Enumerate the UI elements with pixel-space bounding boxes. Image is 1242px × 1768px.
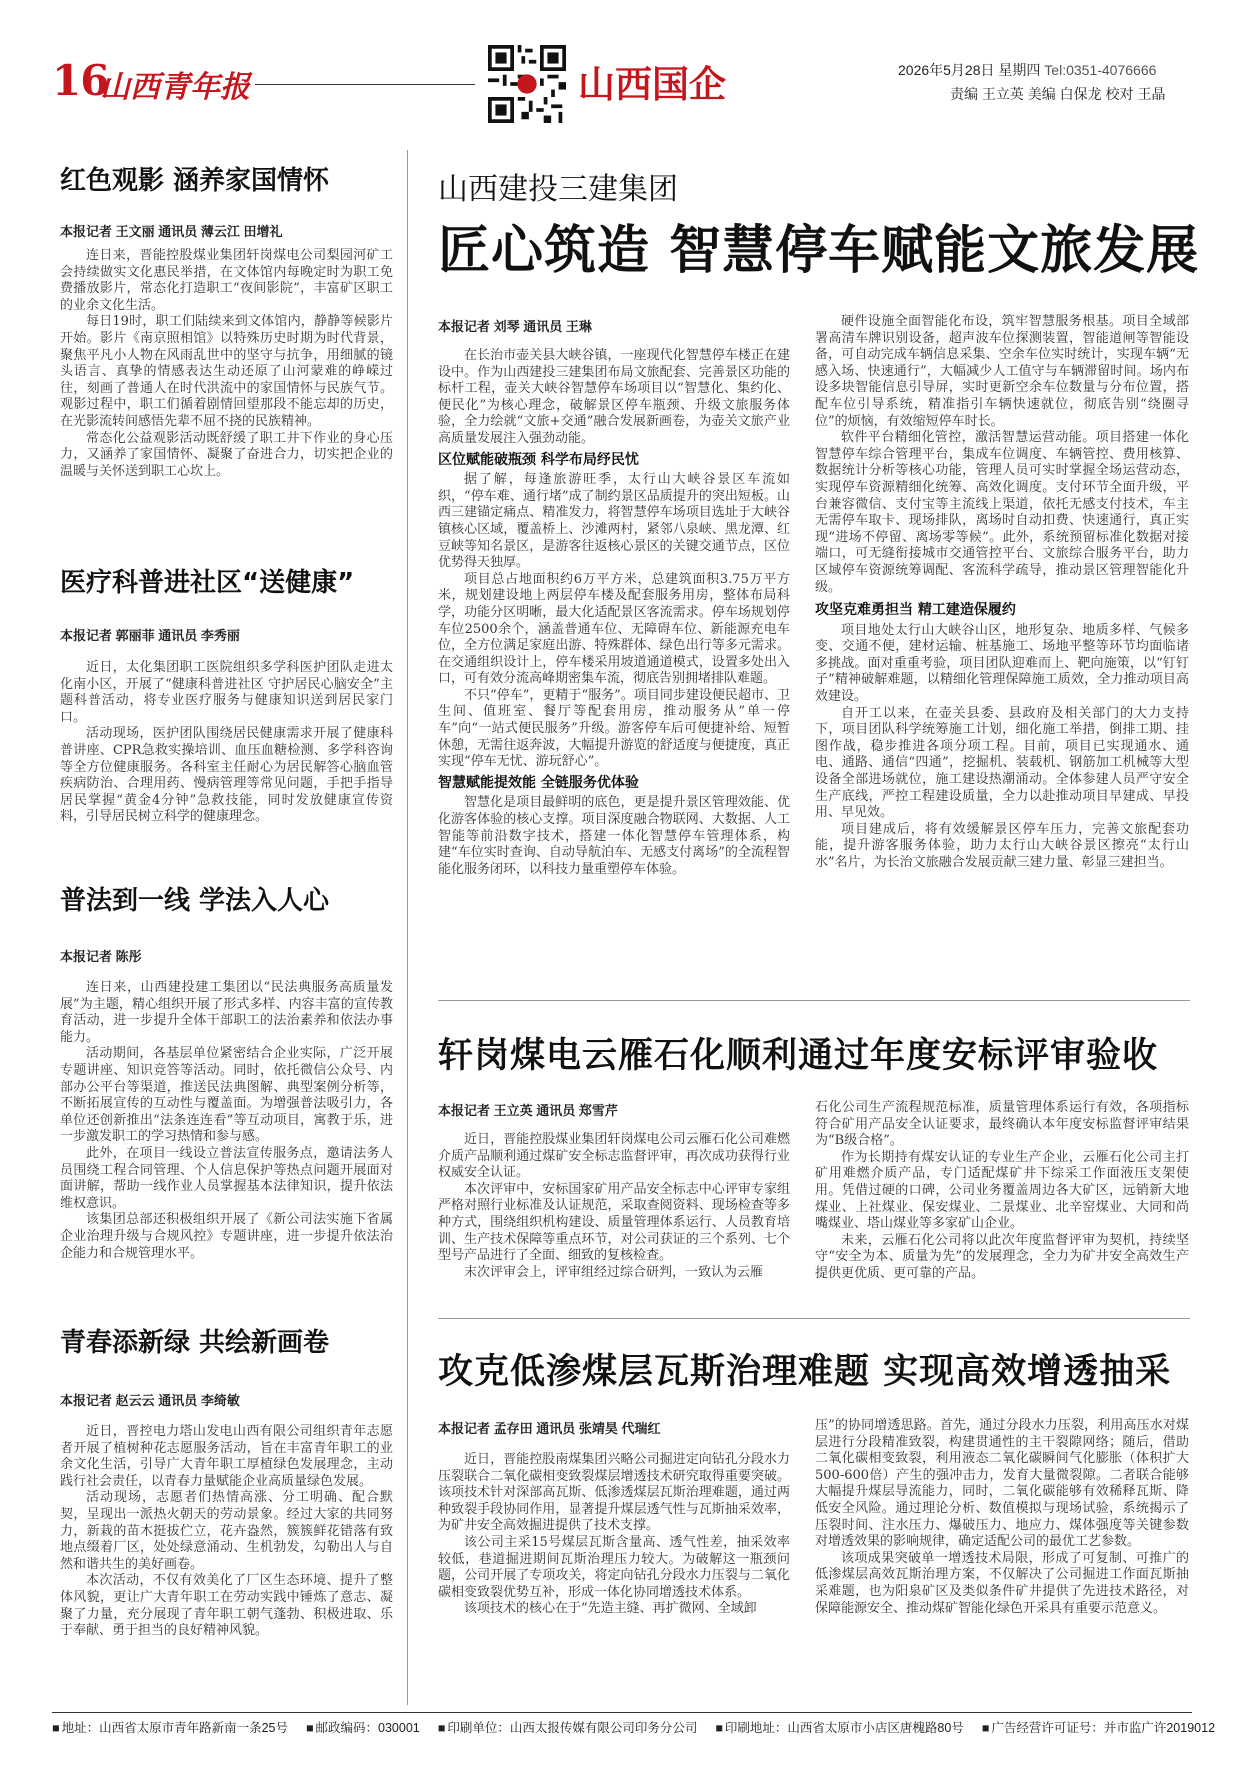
article-body [60, 660, 393, 850]
paragraph: 该公司主采15号煤层瓦斯含量高、透气性差，抽采效率较低，巷道掘进期间瓦斯治理压力较大。为破解这一瓶颈问题，公司开展了专项攻关，将定向钻孔分段水力压裂与二氧化碳相变致裂优势互补，形成一体化协同增透技术体系。 [438, 1534, 790, 1600]
footer [52, 1718, 1216, 1738]
paragraph: 该项成果突破单一增透技术局限，形成了可复制、可推广的低渗煤层高效瓦斯治理方案，不仅解决了公司掘进工作面瓦斯抽采难题，也为阳泉矿区及类似条件矿井提供了先进技术路径，对保障能源安全、推动煤矿智能化绿色开采具有重要示范意义。 [815, 1550, 1189, 1616]
footer-postcode: ■ 邮政编码：030001 [306, 1718, 420, 1738]
paragraph: 项目地处太行山大峡谷山区，地形复杂、地质多样、气候多变、交通不便，建材运输、桩基施工、场地平整等环节均面临诸多挑战。面对重重考验，项目团队迎难而上、靶向施策，以“钉钉子”精神破解难题，以精细化管理保障施工质效，全力推动项目高效建设。 [815, 622, 1189, 705]
paragraph: 硬件设施全面智能化布设，筑牢智慧服务根基。项目全域部署高清车牌识别设备，超声波车位探测装置，智能道闸等智能设备，可自动完成车辆信息采集、空余车位实时统计，实现车辆“无感入场、快速通行”，大幅减少人工值守与车辆滞留时间。场内布设多块智能信息引导屏，实时更新空余车位数量与分布位置，搭配车位引导系统，精准指引车辆快速就位，彻底告别“绕圈寻位”的烦恼，有效缩短停车时长。 [815, 314, 1189, 429]
paragraph: 近日，太化集团职工医院组织多学科医护团队走进太化南小区，开展了“健康科普进社区 守护居民心脑安全”主题科普活动，将专业医疗服务与健康知识送到居民家门口。 [60, 660, 393, 725]
article-byline: 本报记者 赵云云 通讯员 李绮敏 [60, 1393, 240, 1408]
paragraph: 连日来，晋能控股煤业集团轩岗煤电公司梨园河矿工会持续做实文化惠民举措，在文体馆内每晚定时为职工免费播放影片，常态化打造职工“夜间影院”，丰富矿区职工的业余文化生活。 [60, 248, 393, 313]
page-number: 16 [52, 56, 109, 105]
paragraph: 该集团总部还积极组织开展了《新公司法实施下省属企业治理升级与合规风控》专题讲座，进一步提升依法治企能力和合规管理水平。 [60, 1212, 393, 1261]
column-divider [407, 150, 408, 1705]
paragraph: 作为长期持有煤安认证的专业生产企业，云雁石化公司主打矿用难燃介质产品，专门适配煤矿井下综采工作面液压支架使用。凭借过硬的口碑，公司业务覆盖周边各大矿区，远销新大地煤业、上社煤业、保安煤业、二景煤业、北辛窑煤业、大同和尚嘴煤业、塔山煤业等多家矿山企业。 [815, 1149, 1189, 1232]
paragraph: 不只“停车”，更精于“服务”。项目同步建设便民超市、卫生间、值班室、餐厅等配套用房，推动服务从“单一停车”向“一站式便民服务”升级。游客停车后可便捷补给、短暂休憩，无需往返奔波，大幅提升游览的舒适度与便捷度，真正实现“停车无忧、游玩舒心”。 [438, 687, 790, 770]
paragraph: 本次活动，不仅有效美化了厂区生态环境、提升了整体风貌，更让广大青年职工在劳动实践中锤炼了意志、凝聚了力量，充分展现了青年职工朝气蓬勃、积极进取、乐于奉献、勇于担当的良好精神风貌。 [60, 1573, 393, 1639]
headline: 轩岗煤电云雁石化顺利通过年度安标评审验收 [438, 1036, 1159, 1076]
lead-column-2 [815, 314, 1189, 988]
article-byline: 本报记者 王文丽 通讯员 薄云江 田增礼 [60, 224, 283, 239]
article-byline: 本报记者 王立英 通讯员 郑雪芹 [438, 1103, 618, 1118]
footer-address: ■ 地址：山西省太原市青年路新南一条25号 [52, 1718, 288, 1738]
paragraph: 此外，在项目一线设立普法宣传服务点，邀请法务人员围绕工程合同管理、个人信息保护等热点问题开展面对面讲解，帮助一线作业人员掌握基本法律知识，提升依法维权意识。 [60, 1145, 393, 1211]
paragraph: 据了解，每逢旅游旺季，太行山大峡谷景区车流如织，“停车难、通行堵”成了制约景区品质提升的突出短板。山西三建锚定痛点、精准发力，将智慧停车场项目选址于大峡谷镇核心区域，覆盖桥上、沙滩两村，紧邻八泉峡、黑龙潭、红豆峡等知名景区，是游客往返核心景区的关键交通节点，区位优势得天独厚。 [438, 472, 790, 571]
story2-column-2 [815, 1100, 1189, 1304]
section-divider [438, 1318, 1190, 1319]
story3-column-1 [438, 1452, 790, 1704]
section-title: 山西国企 [578, 62, 726, 106]
footer-rule [52, 1712, 1192, 1713]
article-byline: 本报记者 刘琴 通讯员 王琳 [438, 319, 592, 334]
paragraph: 近日，晋控电力塔山发电山西有限公司组织青年志愿者开展了植树种花志愿服务活动，旨在丰富青年职工的业余文化生活，引导广大青年职工厚植绿色发展理念，主动践行社会责任，以青春力量赋能企业高质量绿色发展。 [60, 1424, 393, 1489]
telephone: Tel:0351-4076666 [1044, 62, 1157, 78]
paragraph: 石化公司生产流程规范标准，质量管理体系运行有效，各项指标符合矿用产品安全认证要求，最终确认本年度安标监督评审结果为“B级合格”。 [815, 1100, 1189, 1149]
subheading: 攻坚克难勇担当 精工建造保履约 [815, 602, 1016, 619]
paragraph: 未来，云雁石化公司将以此次年度监督评审为契机，持续坚守“安全为本、质量为先”的发展理念，全力为矿井安全高效生产提供更优质、更可靠的产品。 [815, 1232, 1189, 1281]
article-title: 普法到一线 学法入人心 [60, 886, 330, 916]
paragraph: 自开工以来，在壶关县委、县政府及相关部门的大力支持下，项目团队科学统筹施工计划，细化施工举措，倒排工期、挂图作战，稳步推进各项分项工程。目前，项目已实现通水、通电、通路、通信“四通”，挖掘机、装载机、钢筋加工机械等大型设备全部进场就位，施工建设热潮涌动。全体参建人员严守安全生产底线，严控工程建设质量，全力以赴推动项目早建成、早投用、早见效。 [815, 705, 1189, 821]
footer-printer: ■ 印刷单位：山西太报传媒有限公司印务分公司 [438, 1718, 698, 1738]
qr-code-icon [488, 45, 566, 123]
editors-line: 责编 王立英 美编 白保龙 校对 王晶 [950, 86, 1166, 102]
article-body [60, 1424, 393, 1702]
paragraph: 活动现场，志愿者们热情高涨、分工明确、配合默契，呈现出一派热火朝天的劳动景象。经过大家的共同努力，新栽的苗木挺拔伫立，花卉盎然，簇簇鲜花错落有致地点缀着厂区，处处绿意涌动、生机勃发，勾勒出人与自然和谐共生的美好画卷。 [60, 1490, 393, 1572]
paragraph: 活动期间，各基层单位紧密结合企业实际，广泛开展专题讲座、知识竞答等活动。同时，依托微信公众号、内部办公平台等渠道，推送民法典图解、典型案例分析等，不断拓展宣传的互动性与覆盖面。为增强普法吸引力，各单位还创新推出“法条连连看”等互动项目，寓教于乐，进一步激发职工的学习热情和参与感。 [60, 1046, 393, 1145]
article-byline: 本报记者 陈彤 [60, 949, 142, 964]
story3-column-2 [815, 1418, 1189, 1704]
paragraph: 项目总占地面积约6万平方米，总建筑面积3.75万平方米，规划建设地上两层停车楼及配套服务用房，整体布局科学，功能分区明晰，最大化适配景区客流需求。停车场规划停车位2500余个，涵盖普通车位、无障碍车位、新能源充电车位，全方位满足家庭出游、特殊群体、绿色出行等多元需求。在交通组织设计上，停车楼采用坡道通道模式，设置多处出入口，可有效分流高峰期密集车流，彻底告别拥堵排队难题。 [438, 571, 790, 687]
dateline [898, 60, 1156, 80]
story2-column-1 [438, 1132, 790, 1304]
masthead-rule [255, 84, 475, 85]
article-byline: 本报记者 孟存田 通讯员 张靖昊 代瑞红 [438, 1421, 661, 1436]
paragraph: 在长治市壶关县大峡谷镇，一座现代化智慧停车楼正在建设中。作为山西建投三建集团布局文旅配套、完善景区功能的标杆工程，壶关大峡谷智慧停车场项目以“智慧化、集约化、便民化”为核心理念，破解景区停车瓶颈、升级文旅服务体验，全力绘就“文旅+交通”融合发展新画卷，为壶关文旅产业高质量发展注入强劲动能。 [438, 348, 790, 446]
paragraph: 压”的协同增透思路。首先，通过分段水力压裂，利用高压水对煤层进行分段精准致裂，构建贯通性的主干裂隙网络；随后，借助二氧化碳相变致裂，利用液态二氧化碳瞬间气化膨胀（体积扩大500-600倍）产生的强冲击力，发育大量微裂隙。二者联合能够大幅提升煤层导流能力，同时，二氧化碳能够有效稀释瓦斯、降低安全风险。通过理论分析、数值模拟与现场试验，系统揭示了压裂时间、注水压力、爆破压力、地应力、煤体强度等关键参数对增透效果的影响规律，确定适配公司的最优工艺参数。 [815, 1418, 1189, 1550]
weekday: 星期四 [998, 62, 1041, 78]
article-title: 医疗科普进社区“送健康” [60, 568, 355, 598]
article-title: 红色观影 涵养家国情怀 [60, 166, 330, 196]
paragraph: 项目建成后，将有效缓解景区停车压力，完善文旅配套功能，提升游客服务体验，助力太行山大峡谷景区擦亮“太行山水”名片，为长治文旅融合发展贡献三建力量、彰显三建担当。 [815, 821, 1189, 870]
paragraph: 末次评审会上，评审组经过综合研判，一致认为云雁 [464, 1264, 764, 1280]
headline: 匠心筑造 智慧停车赋能文旅发展 [438, 221, 1200, 281]
footer-print-address: ■ 印刷地址：山西省太原市小店区唐槐路80号 [715, 1718, 963, 1738]
section-divider [438, 1000, 1190, 1001]
paragraph: 近日，晋能控股南煤集团兴略公司掘进定向钻孔分段水力压裂联合二氧化碳相变致裂煤层增透技术研究取得重要突破。该项技术针对深部高瓦斯、低渗透煤层瓦斯治理难题，通过两种致裂手段协同作用，显著提升煤层透气性与瓦斯抽采效率，为矿井安全高效掘进提供了技术支撑。 [438, 1452, 790, 1534]
article-body [60, 248, 393, 478]
paragraph: 常态化公益观影活动既舒缓了职工井下作业的身心压力，又涵养了家国情怀、凝聚了奋进合力，切实把企业的温暖与关怀送到职工心坎上。 [60, 430, 393, 478]
article-title: 青春添新绿 共绘新画卷 [60, 1328, 330, 1358]
paragraph: 本次评审中，安标国家矿用产品安全标志中心评审专家组严格对照行业标准及认证规范，采取查阅资料、现场检查等多种方式，围绕组织机构建设、质量管理体系运行、人员教育培训、生产技术保障等重点环节，对公司获证的三个系列、七个型号产品进行了全面、细致的复核检查。 [438, 1181, 790, 1264]
footer-ad-license: ■ 广告经营许可证号：并市监广许2019012 [982, 1718, 1215, 1738]
headline: 攻克低渗煤层瓦斯治理难题 实现高效增透抽采 [438, 1352, 1172, 1392]
paragraph: 智慧化是项目最鲜明的底色，更是提升景区管理效能、优化游客体验的核心支撑。项目深度融合物联网、大数据、人工智能等前沿数字技术，搭建一体化智慧停车管理体系，构建“车位实时查询、自动导航泊车、无感支付离场”的全流程智能化服务闭环，以科技力量重塑停车体验。 [438, 795, 790, 877]
paragraph: 每日19时，职工们陆续来到文体馆内，静静等候影片开始。影片《南京照相馆》以特殊历史时期为时代背景，聚焦平凡小人物在风雨乱世中的坚守与抗争，用细腻的镜头语言、真挚的情感表达生动还原了山河蒙难的峥嵘过往，刻画了普通人在时代洪流中的家国情怀与民族气节。观影过程中，职工们循着剧情回望那段不能忘却的历史，在光影流转间感悟先辈不屈不挠的民族精神。 [60, 314, 393, 429]
date: 2026年5月28日 [898, 62, 995, 78]
paragraph: 该项技术的核心在于“先造主缝、再扩微网、全域卸 [464, 1601, 757, 1617]
newspaper-logo: 山西青年报 [100, 70, 250, 105]
kicker: 山西建投三建集团 [438, 172, 678, 207]
paragraph: 软件平台精细化管控，激活智慧运营动能。项目搭建一体化智慧停车综合管理平台，集成车位调度、车辆管控、费用核算、数据统计分析等核心功能，管理人员可实时掌握全场运营动态，实现停车资源精细化统筹、高效化调度。支付环节全面升级，平台兼容微信、支付宝等主流线上渠道，依托无感支付技术，车主无需停车取卡、现场排队，离场时自动扣费、快速通行，真正实现“进场不停留、离场零等候”。此外，系统预留标准化数据对接端口，可无缝衔接城市交通管控平台、文旅综合服务平台，助力区域停车资源统筹调配、客流科学疏导，推动景区管理智能化升级。 [815, 430, 1189, 595]
subheading: 智慧赋能提效能 全链服务优体验 [438, 774, 639, 791]
article-body [60, 980, 393, 1288]
paragraph: 活动现场，医护团队围绕居民健康需求开展了健康科普讲座、CPR急救实操培训、血压血糖检测、多学科咨询等全方位健康服务。各科室主任耐心为居民解答心脑血管疾病防治、合理用药、慢病管理等常见问题，手把手指导居民掌握“黄金4分钟”急救技能，同时发放健康宣传资料，引导居民树立科学的健康理念。 [60, 726, 393, 825]
paragraph: 连日来，山西建投建工集团以“民法典服务高质量发展”为主题，精心组织开展了形式多样、内容丰富的宣传教育活动，进一步提升全体干部职工的法治素养和依法办事能力。 [60, 980, 393, 1045]
article-byline: 本报记者 郭丽菲 通讯员 李秀丽 [60, 628, 240, 643]
paragraph: 近日，晋能控股煤业集团轩岗煤电公司云雁石化公司难燃介质产品顺利通过煤矿安全标志监督评审，再次成功获得行业权威安全认证。 [438, 1132, 790, 1181]
subheading: 区位赋能破瓶颈 科学布局纾民忧 [438, 451, 639, 468]
lead-column-1 [438, 348, 790, 988]
